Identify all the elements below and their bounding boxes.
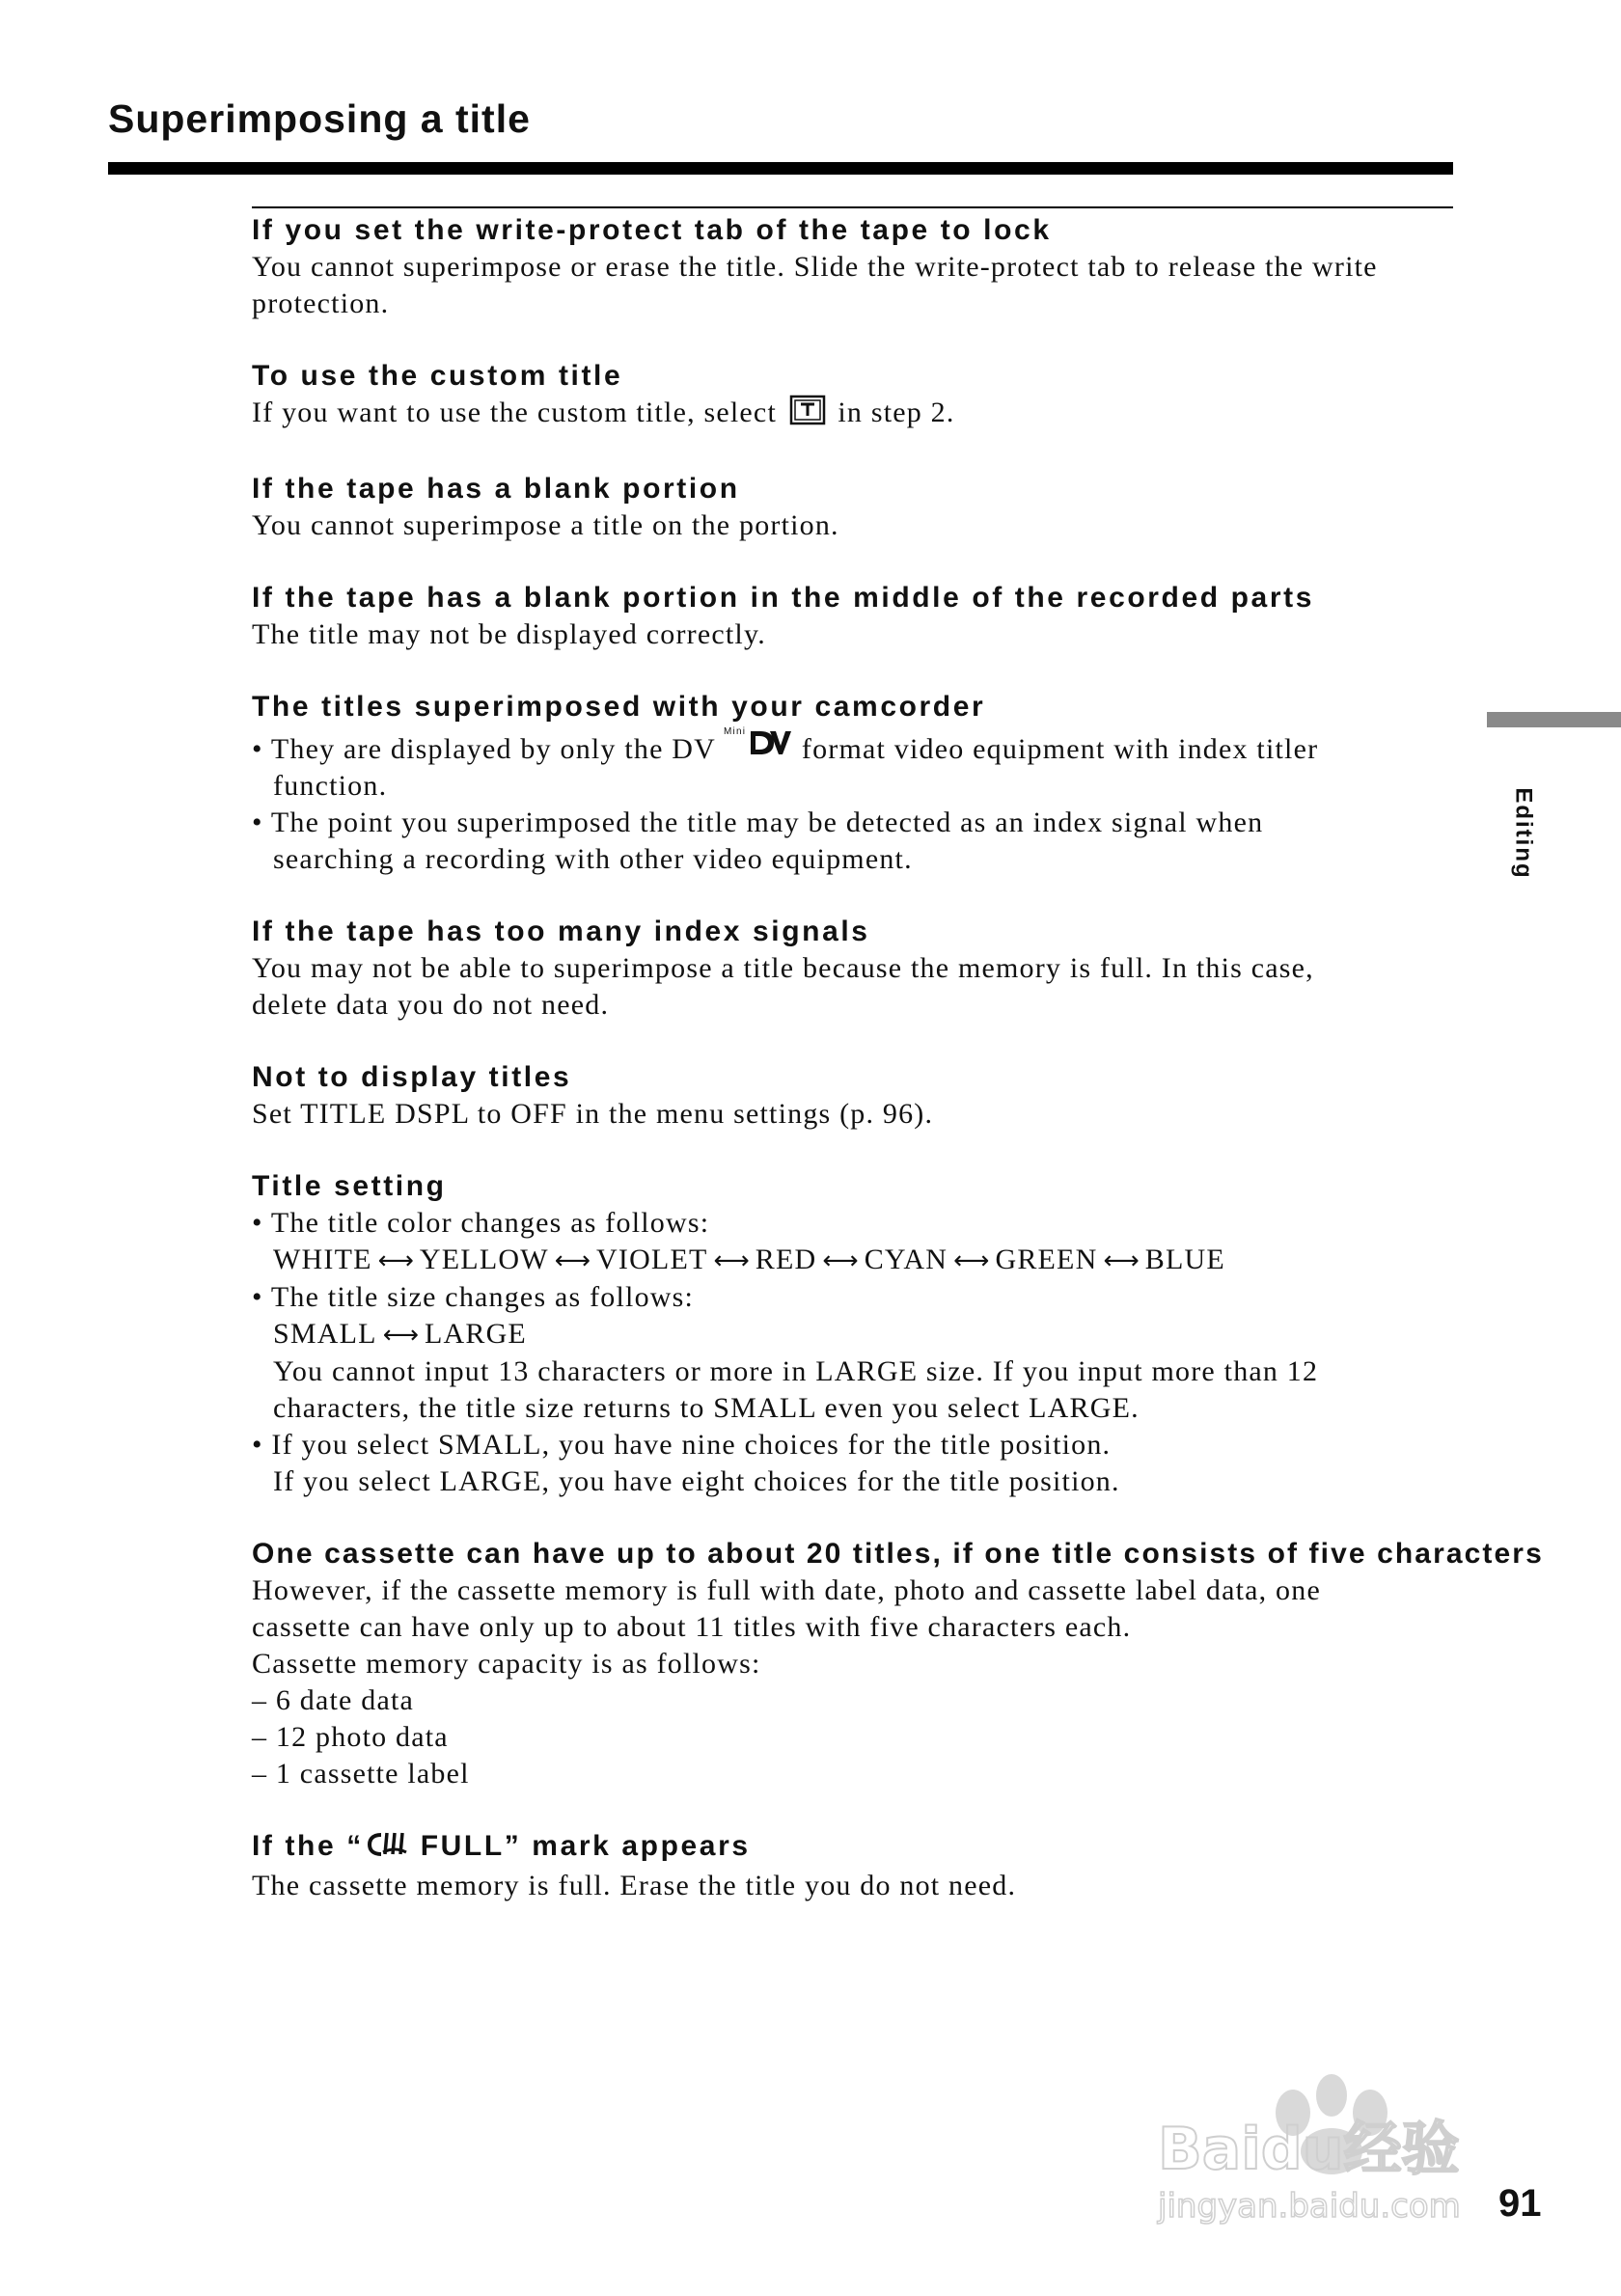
mini-dv-logo-text: Mini — [724, 726, 747, 737]
section-title-setting — [252, 1168, 1458, 1500]
body-line — [252, 395, 1458, 435]
color-name: GREEN — [995, 1244, 1098, 1275]
bullet-item: • The title color changes as follows: — [252, 1207, 710, 1239]
cassette-memory-icon — [366, 1829, 408, 1868]
section-heading: Title setting — [252, 1170, 447, 1202]
side-tab-bar — [1487, 712, 1621, 727]
bullet-item — [252, 725, 1458, 768]
list-item: – 1 cassette label — [252, 1758, 470, 1790]
list-item: – 12 photo data — [252, 1721, 449, 1753]
body-text: format video equipment with index titler — [801, 733, 1319, 765]
section-heading: To use the custom title — [252, 360, 623, 392]
heading-text: If the “ — [252, 1830, 364, 1862]
section-write-protect — [252, 212, 1458, 322]
section-heading: If you set the write-protect tab of the tape to lock — [252, 214, 1052, 246]
body-line: cassette can have only up to about 11 titles with five characters each. — [252, 1611, 1132, 1643]
heading-text: FULL” mark appears — [409, 1830, 751, 1862]
section-heading: One cassette can have up to about 20 titles, if one title consists of five characters — [252, 1538, 1544, 1570]
color-name: RED — [755, 1244, 817, 1275]
double-arrow-icon: ⟷ — [953, 1246, 990, 1275]
body-line: Cassette memory capacity is as follows: — [252, 1648, 761, 1680]
color-name: BLUE — [1144, 1244, 1225, 1275]
bullet-continuation: searching a recording with other video equipment. — [273, 843, 913, 875]
body-line: The cassette memory is full. Erase the title you do not need. — [252, 1870, 1017, 1901]
body-text: • They are displayed by only the DV — [252, 733, 716, 765]
body-line: You cannot superimpose or erase the title. Slide the write-protect tab to release the write — [252, 251, 1378, 283]
double-arrow-icon: ⟷ — [377, 1246, 414, 1275]
section-cassette-capacity — [252, 1536, 1544, 1792]
section-index-signals — [252, 914, 1458, 1024]
section-heading: If the tape has a blank portion in the middle of the recorded parts — [252, 582, 1314, 614]
title-rule — [108, 162, 1453, 175]
size-name: LARGE — [424, 1318, 527, 1350]
body-line: However, if the cassette memory is full with date, photo and cassette label data, one — [252, 1574, 1321, 1606]
custom-title-frame-icon — [789, 395, 826, 435]
body-text: If you want to use the custom title, select — [252, 396, 777, 428]
bullet-continuation: If you select LARGE, you have eight choices for the title position. — [273, 1465, 1120, 1497]
watermark-brand: Baidu经验 — [1158, 2116, 1460, 2183]
page-title: Superimposing a title — [108, 96, 531, 141]
body-line: You cannot superimpose a title on the portion. — [252, 509, 839, 541]
color-name: CYAN — [864, 1244, 948, 1275]
bullet-continuation: characters, the title size returns to SMALL even you select LARGE. — [273, 1392, 1140, 1424]
section-heading: The titles superimposed with your camcorder — [252, 691, 986, 723]
bullet-item: • If you select SMALL, you have nine choices for the title position. — [252, 1429, 1112, 1461]
section-blank-middle — [252, 580, 1458, 653]
side-tab-label: Editing — [1510, 787, 1537, 880]
section-heading — [252, 1828, 1458, 1868]
section-custom-title — [252, 358, 1458, 435]
double-arrow-icon: ⟷ — [554, 1246, 591, 1275]
body-line: You may not be able to superimpose a title because the memory is full. In this case, — [252, 952, 1314, 984]
double-arrow-icon: ⟷ — [382, 1321, 419, 1350]
section-full-mark — [252, 1828, 1458, 1904]
section-body — [252, 249, 1458, 322]
section-superimposed — [252, 689, 1458, 878]
bullet-item: • The title size changes as follows: — [252, 1281, 695, 1313]
baidu-watermark — [1148, 2055, 1515, 2228]
mini-dv-logo — [724, 725, 791, 768]
bullet-item: • The point you superimposed the title may be detected as an index signal when — [252, 806, 1264, 838]
bullet-continuation: You cannot input 13 characters or more in LARGE size. If you input more than 12 — [273, 1355, 1319, 1387]
section-heading: If the tape has too many index signals — [252, 916, 870, 947]
double-arrow-icon: ⟷ — [1103, 1246, 1140, 1275]
body-line: Set TITLE DSPL to OFF in the menu settings (p. 96). — [252, 1098, 934, 1130]
page-number: 91 — [1498, 2182, 1542, 2225]
body-text: in step 2. — [838, 396, 955, 428]
list-item: – 6 date data — [252, 1684, 415, 1716]
section-blank-portion — [252, 471, 1458, 544]
body-line: delete data you do not need. — [252, 989, 610, 1021]
bullet-continuation: function. — [273, 770, 388, 802]
size-name: SMALL — [273, 1318, 377, 1350]
section-not-display — [252, 1059, 1458, 1133]
size-sequence — [252, 1316, 1458, 1353]
color-name: VIOLET — [596, 1244, 708, 1275]
section-heading: Not to display titles — [252, 1061, 572, 1093]
body-line: The title may not be displayed correctly. — [252, 618, 766, 650]
body-line: protection. — [252, 287, 390, 319]
section-heading: If the tape has a blank portion — [252, 473, 740, 505]
section-rule — [252, 206, 1453, 208]
color-name: YELLOW — [419, 1244, 549, 1275]
color-name: WHITE — [273, 1244, 372, 1275]
double-arrow-icon: ⟷ — [713, 1246, 750, 1275]
double-arrow-icon: ⟷ — [822, 1246, 859, 1275]
watermark-url: jingyan.baidu.com — [1158, 2187, 1461, 2226]
color-sequence — [252, 1242, 1458, 1279]
